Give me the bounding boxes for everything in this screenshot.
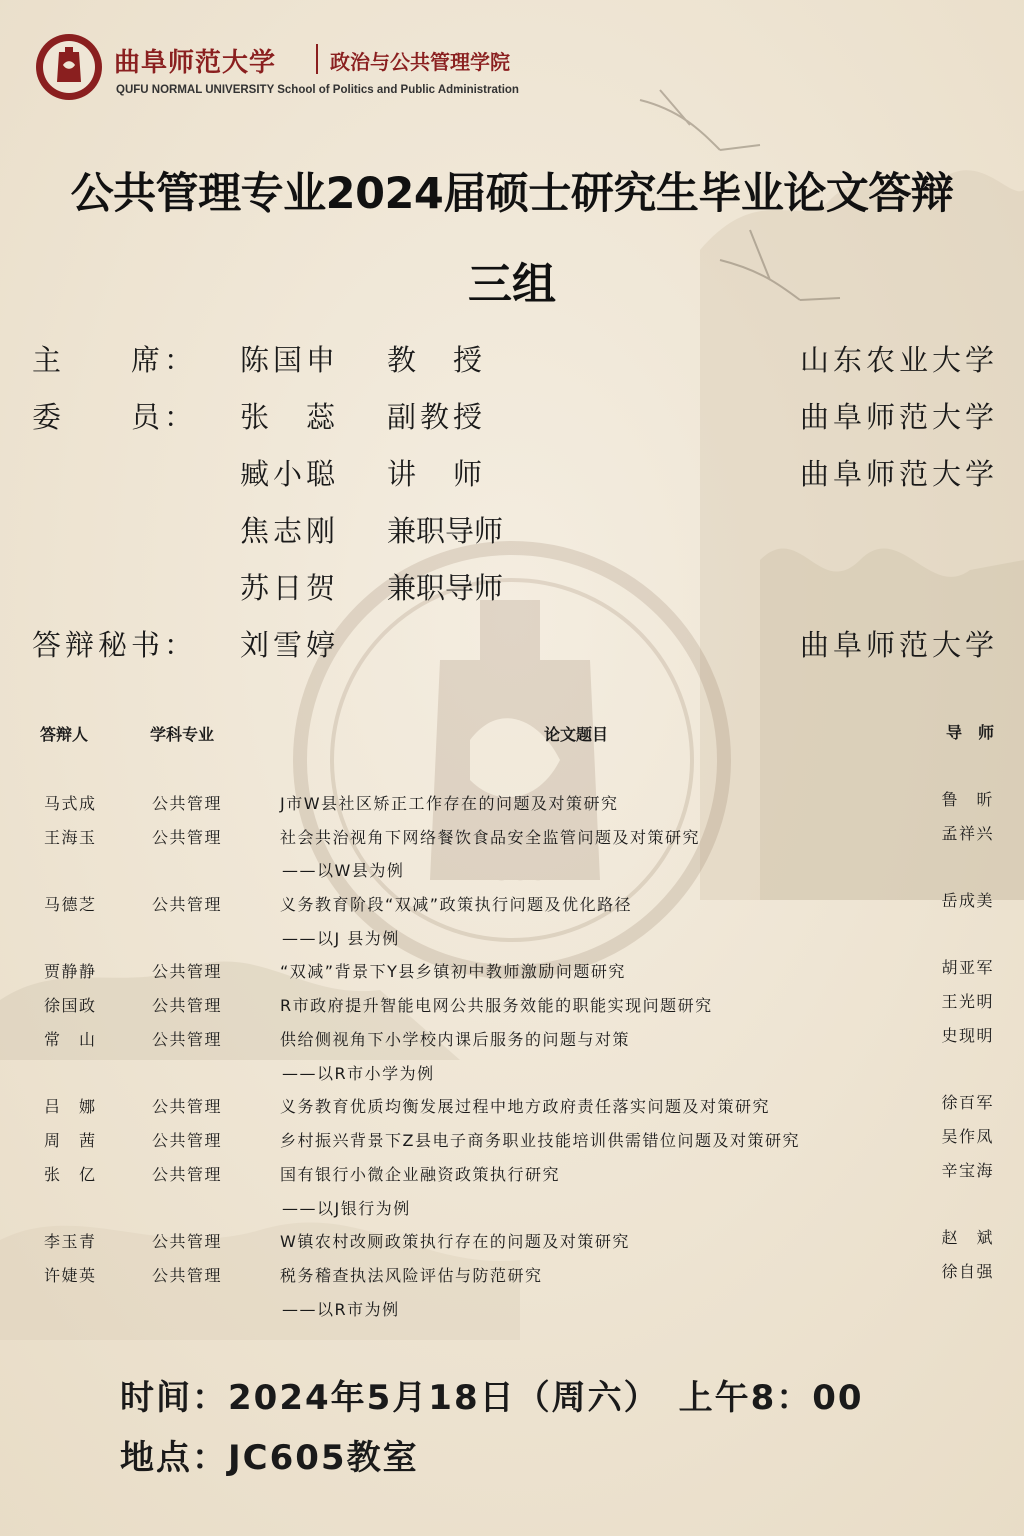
student-name: 张 亿 bbox=[44, 1165, 97, 1184]
student-major: 公共管理 bbox=[152, 962, 223, 981]
header-major: 学科专业 bbox=[150, 725, 215, 744]
group-title: 三组 bbox=[468, 259, 556, 310]
committee-row bbox=[32, 566, 998, 610]
thesis-subtitle: ——以R市小学为例 bbox=[282, 1064, 435, 1083]
committee-title: 副教授 bbox=[387, 400, 487, 434]
advisor-name: 胡亚军 bbox=[941, 958, 994, 977]
student-major: 公共管理 bbox=[152, 895, 223, 914]
school-name: 政治与公共管理学院 bbox=[330, 50, 510, 74]
defense-place: 地点：JC605教室 bbox=[120, 1438, 419, 1478]
committee-row bbox=[32, 509, 998, 553]
student-name: 马式成 bbox=[44, 794, 97, 813]
header bbox=[34, 32, 519, 102]
header-topic: 论文题目 bbox=[544, 725, 609, 744]
thesis-topic: R市政府提升智能电网公共服务效能的职能实现问题研究 bbox=[280, 996, 713, 1015]
student-major: 公共管理 bbox=[152, 1131, 223, 1150]
table-row bbox=[0, 1162, 1024, 1192]
committee-row bbox=[32, 623, 998, 667]
student-major: 公共管理 bbox=[152, 1030, 223, 1049]
committee-org: 曲阜师范大学 bbox=[799, 628, 998, 662]
committee-row bbox=[32, 395, 998, 439]
advisor-name: 鲁 昕 bbox=[941, 790, 994, 809]
committee-name: 苏日贺 bbox=[240, 571, 340, 605]
student-name: 王海玉 bbox=[44, 828, 97, 847]
thesis-subtitle: ——以J 县为例 bbox=[282, 929, 400, 948]
student-major: 公共管理 bbox=[152, 1232, 223, 1251]
committee-name: 刘雪婷 bbox=[240, 628, 340, 662]
student-major: 公共管理 bbox=[152, 996, 223, 1015]
committee-org: 曲阜师范大学 bbox=[799, 457, 998, 491]
page-title: 公共管理专业2024届硕士研究生毕业论文答辩 bbox=[70, 169, 954, 219]
thesis-subtitle: ——以W县为例 bbox=[282, 861, 405, 880]
header-divider bbox=[316, 44, 318, 74]
committee-title: 教 授 bbox=[387, 343, 487, 377]
student-name: 徐国政 bbox=[44, 996, 97, 1015]
advisor-name: 赵 斌 bbox=[941, 1228, 994, 1247]
student-major: 公共管理 bbox=[152, 1266, 223, 1285]
committee-role: 主 席： bbox=[32, 343, 198, 377]
table-row bbox=[0, 892, 1024, 922]
student-major: 公共管理 bbox=[152, 1097, 223, 1116]
committee-name: 臧小聪 bbox=[240, 457, 340, 491]
advisor-name: 史现明 bbox=[941, 1026, 994, 1045]
advisor-name: 辛宝海 bbox=[941, 1161, 994, 1180]
student-major: 公共管理 bbox=[152, 794, 223, 813]
table-row bbox=[0, 959, 1024, 989]
committee-title: 讲 师 bbox=[387, 457, 487, 491]
thesis-topic: 供给侧视角下小学校内课后服务的问题与对策 bbox=[280, 1030, 631, 1049]
table-row bbox=[0, 1094, 1024, 1124]
advisor-name: 吴作凤 bbox=[941, 1127, 994, 1146]
student-name: 常 山 bbox=[44, 1030, 97, 1049]
thesis-subtitle: ——以J银行为例 bbox=[282, 1199, 411, 1218]
thesis-topic: 国有银行小微企业融资政策执行研究 bbox=[280, 1165, 561, 1184]
student-name: 许婕英 bbox=[44, 1266, 97, 1285]
svg-text:1955: 1955 bbox=[476, 854, 548, 887]
student-name: 周 茜 bbox=[44, 1131, 97, 1150]
student-name: 吕 娜 bbox=[44, 1097, 97, 1116]
committee-row bbox=[32, 338, 998, 382]
committee-role: 答辩秘书： bbox=[32, 628, 198, 662]
table-row bbox=[0, 993, 1024, 1023]
student-major: 公共管理 bbox=[152, 1165, 223, 1184]
thesis-topic: 乡村振兴背景下Z县电子商务职业技能培训供需错位问题及对策研究 bbox=[280, 1131, 800, 1150]
committee-row bbox=[32, 452, 998, 496]
table-row bbox=[0, 825, 1024, 855]
header-name: 答辩人 bbox=[40, 725, 89, 744]
student-name: 李玉青 bbox=[44, 1232, 97, 1251]
student-name: 马德芝 bbox=[44, 895, 97, 914]
thesis-topic: 社会共治视角下网络餐饮食品安全监管问题及对策研究 bbox=[280, 828, 701, 847]
thesis-topic: 义务教育阶段“双减”政策执行问题及优化路径 bbox=[280, 895, 633, 914]
committee-org: 山东农业大学 bbox=[799, 343, 998, 377]
table-row bbox=[0, 791, 1024, 821]
advisor-name: 王光明 bbox=[941, 992, 994, 1011]
advisor-name: 孟祥兴 bbox=[941, 824, 994, 843]
table-row bbox=[0, 1128, 1024, 1158]
university-seal-icon bbox=[34, 32, 104, 102]
table-row bbox=[0, 1263, 1024, 1293]
table-row bbox=[0, 1229, 1024, 1259]
thesis-topic: 义务教育优质均衡发展过程中地方政府责任落实问题及对策研究 bbox=[280, 1097, 771, 1116]
committee-name: 焦志刚 bbox=[240, 514, 340, 548]
advisor-name: 岳成美 bbox=[941, 891, 994, 910]
thesis-topic: 税务稽查执法风险评估与防范研究 bbox=[280, 1266, 543, 1285]
thesis-subtitle: ——以R市为例 bbox=[282, 1300, 400, 1319]
committee-title: 兼职导师 bbox=[387, 514, 504, 548]
thesis-topic: J市W县社区矫正工作存在的问题及对策研究 bbox=[280, 794, 619, 813]
advisor-name: 徐百军 bbox=[941, 1093, 994, 1112]
thesis-topic: W镇农村改厕政策执行存在的问题及对策研究 bbox=[280, 1232, 630, 1251]
defense-time: 时间：2024年5月18日（周六） 上午8：00 bbox=[120, 1378, 864, 1418]
committee-role: 委 员： bbox=[32, 400, 198, 434]
english-name: QUFU NORMAL UNIVERSITY School of Politics and Public Administration bbox=[116, 84, 519, 96]
committee-title: 兼职导师 bbox=[387, 571, 504, 605]
table-row bbox=[0, 1027, 1024, 1057]
thesis-topic: “双减”背景下Y县乡镇初中教师激励问题研究 bbox=[280, 962, 626, 981]
university-name: 曲阜师范大学 bbox=[114, 48, 277, 78]
student-major: 公共管理 bbox=[152, 828, 223, 847]
committee-org: 曲阜师范大学 bbox=[799, 400, 998, 434]
committee-name: 陈国申 bbox=[240, 343, 340, 377]
student-name: 贾静静 bbox=[44, 962, 97, 981]
header-advisor: 导 师 bbox=[945, 723, 994, 742]
committee-name: 张 蕊 bbox=[240, 400, 340, 434]
advisor-name: 徐自强 bbox=[941, 1262, 994, 1281]
